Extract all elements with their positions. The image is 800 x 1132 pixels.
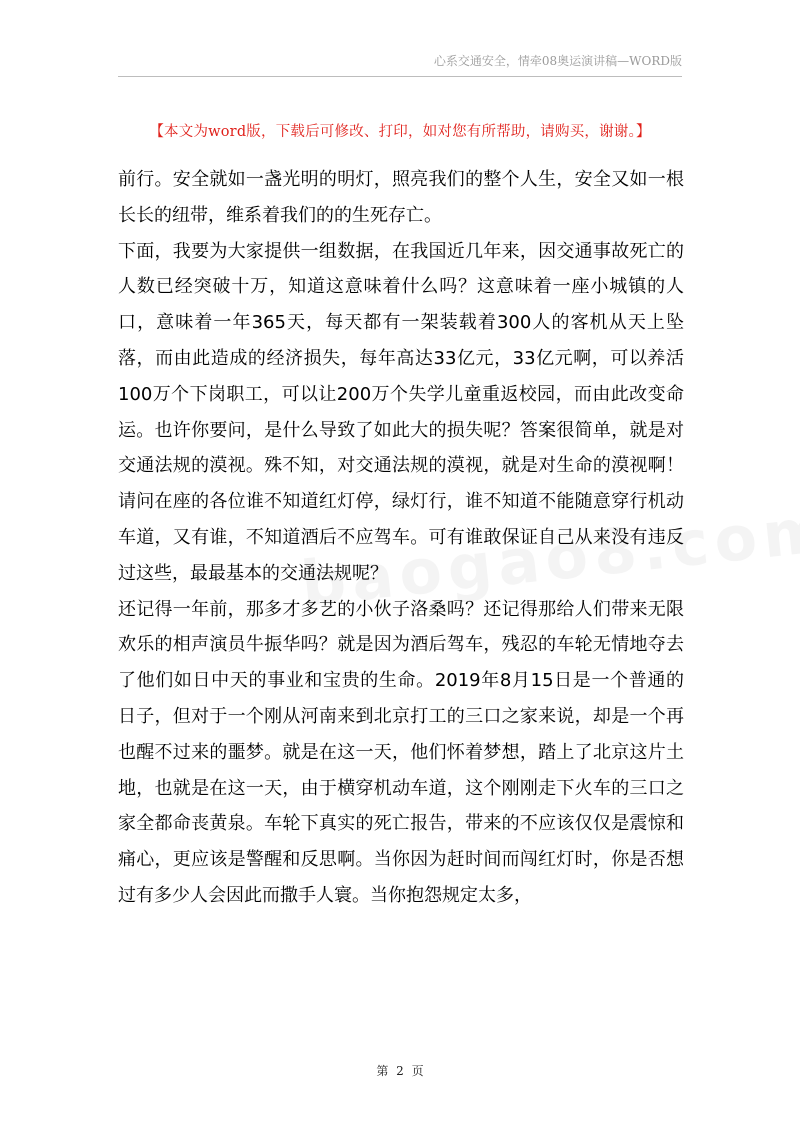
paragraph: 还记得一年前，那多才多艺的小伙子洛桑吗？还记得那给人们带来无限欢乐的相声演员牛振华吗？就是因为酒后驾车，残忍的车轮无情地夺去了他们如日中天的事业和宝贵的生命。2019年8月15日是一个普通的日子，但对于一个刚从河南来到北京打工的三口之家来说，却是一个再也醒不过来的噩梦。就是在这一天，他们怀着梦想，踏上了北京这片土地，也就是在这一天，由于横穿机动车道，这个刚刚走下火车的三口之家全都命丧黄泉。车轮下真实的死亡报告，带来的不应该仅仅是震惊和痛心，更应该是警醒和反思啊。当你因为赶时间而闯红灯时，你是否想过有多少人会因此而撒手人寰。当你抱怨规定太多， <box>118 598 684 906</box>
page-number-prefix: 第 <box>376 1064 389 1078</box>
document-body <box>118 162 684 914</box>
page-number-value: 2 <box>396 1064 404 1078</box>
download-notice: 【本文为word版，下载后可修改、打印，如对您有所帮助，请购买，谢谢。】 <box>149 124 651 140</box>
page-number-suffix: 页 <box>411 1064 424 1078</box>
page-number <box>0 1062 800 1079</box>
paragraph: 前行。安全就如一盏光明的明灯，照亮我们的整个人生，安全又如一根长长的纽带，维系着我们的的生死存亡。 <box>118 169 684 226</box>
page-header-title: 心系交通安全，情牵08奥运演讲稿—WORD版 <box>433 54 682 68</box>
paragraph: 下面，我要为大家提供一组数据，在我国近几年来，因交通事故死亡的人数已经突破十万，知道这意味着什么吗？这意味着一座小城镇的人口，意味着一年365天，每天都有一架装载着300人的客机从天上坠落，而由此造成的经济损失，每年高达33亿元，33亿元啊，可以养活100万个下岗职工，可以让200万个失学儿童重返校园，而由此改变命运。也许你要问，是什么导致了如此大的损失呢？答案很简单，就是对交通法规的漠视。殊不知，对交通法规的漠视，就是对生命的漠视啊！请问在座的各位谁不知道红灯停，绿灯行，谁不知道不能随意穿行机动车道，又有谁，不知道酒后不应驾车。可有谁敢保证自己从来没有违反过这些，最最基本的交通法规呢？ <box>118 240 684 584</box>
header-divider <box>118 76 682 77</box>
